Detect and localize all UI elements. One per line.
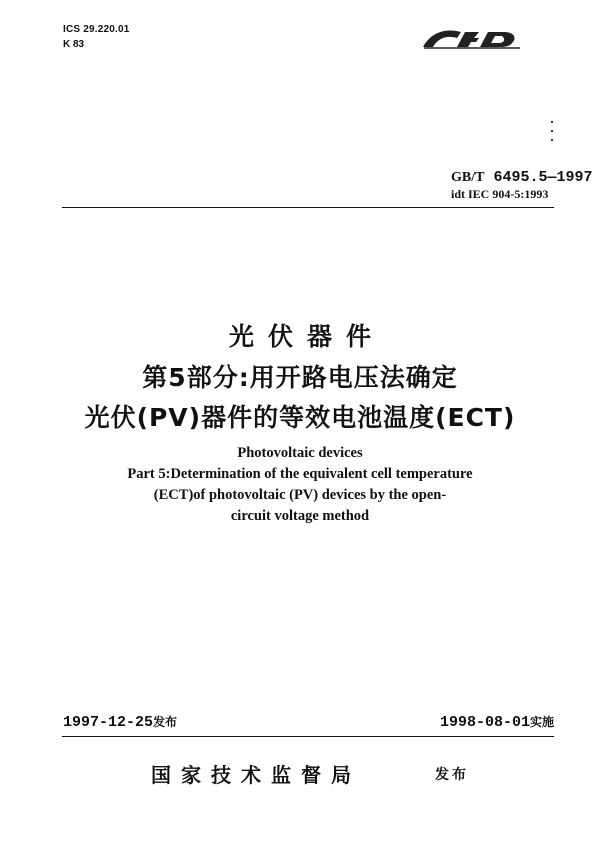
chinese-title-line-2: 第5部分:用开路电压法确定 xyxy=(142,363,458,392)
english-title-line-2: Part 5:Determination of the equivalent cell temperature xyxy=(127,466,473,482)
publisher-label: 发布 xyxy=(435,767,469,783)
english-title-line-4: circuit voltage method xyxy=(230,508,370,524)
standard-prefix: GB/T xyxy=(451,170,485,185)
top-divider xyxy=(62,207,554,208)
gb-logo-icon xyxy=(418,20,528,54)
issue-date xyxy=(63,713,177,731)
issue-date-value: 1997-12-25 xyxy=(63,714,154,731)
idt-reference: idt IEC 904-5:1993 xyxy=(451,187,549,201)
margin-dots xyxy=(551,121,555,151)
issue-date-label: 发布 xyxy=(153,715,178,729)
chinese-title-line-1: 光伏器件 xyxy=(228,322,385,351)
chinese-title-line-3: 光伏(PV)器件的等效电池温度(ECT) xyxy=(84,403,516,432)
english-title-line-1: Photovoltaic devices xyxy=(237,445,363,461)
publisher-name: 国家技术监督局 xyxy=(151,763,361,787)
bottom-divider xyxy=(62,736,554,737)
ics-code: ICS 29.220.01 xyxy=(63,24,130,35)
english-title-line-3: (ECT)of photovoltaic (PV) devices by the open- xyxy=(153,487,447,503)
standard-number xyxy=(451,169,593,186)
implementation-date-label: 实施 xyxy=(529,715,554,729)
classification-code: K 83 xyxy=(63,39,85,50)
implementation-date-value: 1998-08-01 xyxy=(439,714,530,731)
implementation-date xyxy=(440,713,554,731)
standard-number-value: 6495.5—1997 xyxy=(493,169,593,186)
